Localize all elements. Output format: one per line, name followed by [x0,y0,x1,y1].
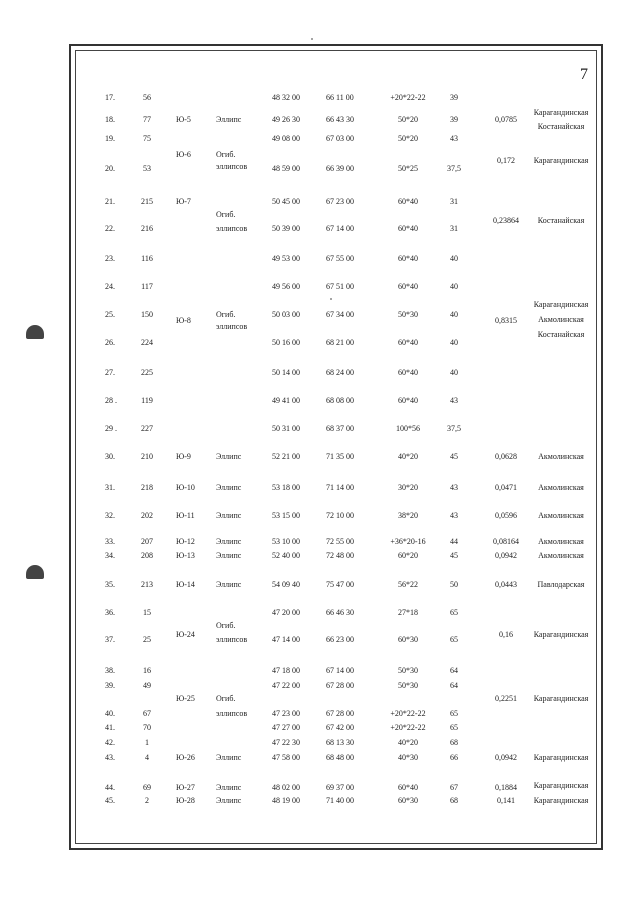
longitude: 71 35 00 [326,452,354,461]
latitude: 47 20 00 [272,608,300,617]
row-number: 24. [105,282,115,291]
latitude: 48 02 00 [272,783,300,792]
latitude: 53 15 00 [272,511,300,520]
group-code: Ю-6 [176,150,191,159]
dimensions: 40*30 [398,753,418,762]
latitude: 52 21 00 [272,452,300,461]
group-code: Ю-8 [176,316,191,325]
longitude: 72 48 00 [326,551,354,560]
geometry-type: Огиб. [216,310,236,319]
latitude: 49 08 00 [272,134,300,143]
region-name: Акмолинская [538,551,584,560]
dimensions: 60*40 [398,224,418,233]
deposit-id: 202 [141,511,153,520]
group-code: Ю-28 [176,796,195,805]
geometry-type: Эллипс [216,580,242,589]
geometry-type: Огиб. [216,694,236,703]
region-name: Карагандинская [533,630,589,639]
deposit-id: 117 [141,282,153,291]
dimensions: 50*25 [398,164,418,173]
area-value: 0,23864 [493,216,519,225]
row-number: 43. [105,753,115,762]
scan-speck [330,298,332,300]
deposit-id: 216 [141,224,153,233]
dimensions: 60*20 [398,551,418,560]
deposit-id: 1 [145,738,149,747]
dimensions: 40*20 [398,738,418,747]
row-number: 20. [105,164,115,173]
area-value: 0,0942 [495,551,517,560]
deposit-id: 224 [141,338,153,347]
latitude: 50 45 00 [272,197,300,206]
geometry-type: эллипсов [216,322,248,331]
region-name: Акмолинская [538,315,584,324]
dimensions: 50*20 [398,134,418,143]
depth: 39 [450,115,458,124]
region-name: Костанайская [537,122,585,131]
group-code: Ю-25 [176,694,195,703]
dimensions: 56*22 [398,580,418,589]
deposit-id: 25 [143,635,151,644]
region-name: Карагандинская [533,753,589,762]
row-number: 30. [105,452,115,461]
dimensions: 50*30 [398,681,418,690]
area-value: 0,0942 [495,753,517,762]
area-value: 0,141 [497,796,515,805]
deposit-id: 119 [141,396,153,405]
geometry-type: Эллипс [216,483,242,492]
geometry-type: Эллипс [216,796,242,805]
group-code: Ю-9 [176,452,191,461]
geometry-type: Огиб. [216,150,236,159]
latitude: 54 09 40 [272,580,300,589]
region-name: Карагандинская [533,300,589,309]
latitude: 50 31 00 [272,424,300,433]
deposit-id: 16 [143,666,151,675]
depth: 66 [450,753,458,762]
dimensions: 50*20 [398,115,418,124]
row-number: 32. [105,511,115,520]
longitude: 67 23 00 [326,197,354,206]
dimensions: 60*40 [398,282,418,291]
depth: 45 [450,551,458,560]
row-number: 23. [105,254,115,263]
punch-hole-top [26,325,44,339]
latitude: 47 22 30 [272,738,300,747]
depth: 45 [450,452,458,461]
dimensions: 60*30 [398,796,418,805]
depth: 40 [450,338,458,347]
region-name: Костанайская [537,330,585,339]
longitude: 66 46 30 [326,608,354,617]
depth: 50 [450,580,458,589]
row-number: 18. [105,115,115,124]
longitude: 66 11 00 [326,93,354,102]
area-value: 0,0596 [495,511,517,520]
depth: 65 [450,709,458,718]
dimensions: 60*40 [398,197,418,206]
region-name: Акмолинская [538,537,584,546]
region-name: Павлодарская [537,580,585,589]
area-value: 0,8315 [495,316,517,325]
depth: 40 [450,282,458,291]
geometry-type: Эллипс [216,753,242,762]
latitude: 47 22 00 [272,681,300,690]
longitude: 71 40 00 [326,796,354,805]
longitude: 68 08 00 [326,396,354,405]
geometry-type: эллипсов [216,162,248,171]
depth: 43 [450,396,458,405]
longitude: 66 43 30 [326,115,354,124]
deposit-id: 4 [145,753,149,762]
depth: 43 [450,511,458,520]
depth: 40 [450,368,458,377]
longitude: 67 03 00 [326,134,354,143]
deposit-id: 150 [141,310,153,319]
geometry-type: эллипсов [216,224,248,233]
area-value: 0,0785 [495,115,517,124]
dimensions: 60*30 [398,635,418,644]
latitude: 47 23 00 [272,709,300,718]
longitude: 71 14 00 [326,483,354,492]
longitude: 68 13 30 [326,738,354,747]
row-number: 33. [105,537,115,546]
dimensions: 100*56 [396,424,420,433]
geometry-type: Эллипс [216,115,242,124]
row-number: 34. [105,551,115,560]
deposit-id: 67 [143,709,151,718]
deposit-id: 225 [141,368,153,377]
depth: 44 [450,537,458,546]
group-code: Ю-10 [176,483,195,492]
deposit-id: 53 [143,164,151,173]
region-name: Карагандинская [533,694,589,703]
row-number: 21. [105,197,115,206]
group-code: Ю-27 [176,783,195,792]
latitude: 47 27 00 [272,723,300,732]
row-number: 26. [105,338,115,347]
depth: 39 [450,93,458,102]
region-name: Карагандинская [533,108,589,117]
scan-speck [311,38,313,40]
latitude: 48 32 00 [272,93,300,102]
group-code: Ю-7 [176,197,191,206]
deposit-id: 70 [143,723,151,732]
longitude: 68 37 00 [326,424,354,433]
row-number: 17. [105,93,115,102]
row-number: 40. [105,709,115,718]
geometry-type: Эллипс [216,511,242,520]
deposit-id: 77 [143,115,151,124]
punch-hole-bottom [26,565,44,579]
longitude: 66 39 00 [326,164,354,173]
area-value: 0,0628 [495,452,517,461]
row-number: 22. [105,224,115,233]
group-code: Ю-26 [176,753,195,762]
group-code: Ю-14 [176,580,195,589]
longitude: 72 10 00 [326,511,354,520]
geometry-type: Эллипс [216,551,242,560]
deposit-id: 2 [145,796,149,805]
geometry-type: Эллипс [216,783,242,792]
depth: 65 [450,608,458,617]
deposit-id: 208 [141,551,153,560]
group-code: Ю-11 [176,511,195,520]
depth: 67 [450,783,458,792]
deposit-id: 207 [141,537,153,546]
depth: 37,5 [447,164,461,173]
latitude: 48 59 00 [272,164,300,173]
geometry-type: Огиб. [216,621,236,630]
depth: 65 [450,635,458,644]
dimensions: 60*40 [398,338,418,347]
row-number: 35. [105,580,115,589]
deposit-id: 15 [143,608,151,617]
depth: 37,5 [447,424,461,433]
longitude: 72 55 00 [326,537,354,546]
deposit-id: 75 [143,134,151,143]
group-code: Ю-13 [176,551,195,560]
group-code: Ю-24 [176,630,195,639]
dimensions: 40*20 [398,452,418,461]
longitude: 67 55 00 [326,254,354,263]
row-number: 41. [105,723,115,732]
row-number: 29 . [105,424,117,433]
latitude: 50 16 00 [272,338,300,347]
area-value: 0,2251 [495,694,517,703]
dimensions: 38*20 [398,511,418,520]
region-name: Карагандинская [533,796,589,805]
area-value: 0,08164 [493,537,519,546]
row-number: 36. [105,608,115,617]
longitude: 68 21 00 [326,338,354,347]
geometry-type: Эллипс [216,537,242,546]
depth: 64 [450,666,458,675]
longitude: 69 37 00 [326,783,354,792]
row-number: 28 . [105,396,117,405]
depth: 43 [450,483,458,492]
dimensions: +20*22-22 [390,93,426,102]
dimensions: 50*30 [398,310,418,319]
longitude: 67 42 00 [326,723,354,732]
deposit-id: 49 [143,681,151,690]
geometry-type: Огиб. [216,210,236,219]
dimensions: 60*40 [398,368,418,377]
row-number: 31. [105,483,115,492]
depth: 40 [450,254,458,263]
latitude: 50 03 00 [272,310,300,319]
region-name: Карагандинская [533,781,589,790]
depth: 31 [450,197,458,206]
latitude: 50 39 00 [272,224,300,233]
dimensions: 60*40 [398,396,418,405]
dimensions: 27*18 [398,608,418,617]
depth: 64 [450,681,458,690]
page-number: 7 [580,66,588,83]
depth: 68 [450,738,458,747]
dimensions: 50*30 [398,666,418,675]
group-code: Ю-12 [176,537,195,546]
area-value: 0,1884 [495,783,517,792]
longitude: 67 28 00 [326,709,354,718]
latitude: 48 19 00 [272,796,300,805]
latitude: 49 53 00 [272,254,300,263]
dimensions: +36*20-16 [390,537,426,546]
group-code: Ю-5 [176,115,191,124]
row-number: 37. [105,635,115,644]
dimensions: 60*40 [398,783,418,792]
deposit-id: 213 [141,580,153,589]
latitude: 47 18 00 [272,666,300,675]
row-number: 44. [105,783,115,792]
dimensions: +20*22-22 [390,709,426,718]
latitude: 47 58 00 [272,753,300,762]
longitude: 75 47 00 [326,580,354,589]
longitude: 67 14 00 [326,666,354,675]
row-number: 45. [105,796,115,805]
geometry-type: эллипсов [216,709,248,718]
latitude: 49 56 00 [272,282,300,291]
depth: 65 [450,723,458,732]
depth: 31 [450,224,458,233]
dimensions: 30*20 [398,483,418,492]
deposit-id: 227 [141,424,153,433]
area-value: 0,16 [499,630,513,639]
row-number: 19. [105,134,115,143]
area-value: 0,172 [497,156,515,165]
depth: 43 [450,134,458,143]
geometry-type: Эллипс [216,452,242,461]
region-name: Акмолинская [538,483,584,492]
region-name: Акмолинская [538,452,584,461]
region-name: Костанайская [537,216,585,225]
longitude: 67 34 00 [326,310,354,319]
region-name: Акмолинская [538,511,584,520]
row-number: 39. [105,681,115,690]
deposit-id: 56 [143,93,151,102]
row-number: 38. [105,666,115,675]
longitude: 68 24 00 [326,368,354,377]
dimensions: +20*22-22 [390,723,426,732]
deposit-id: 210 [141,452,153,461]
longitude: 67 51 00 [326,282,354,291]
latitude: 47 14 00 [272,635,300,644]
area-value: 0,0443 [495,580,517,589]
latitude: 49 41 00 [272,396,300,405]
latitude: 53 18 00 [272,483,300,492]
deposit-id: 215 [141,197,153,206]
latitude: 53 10 00 [272,537,300,546]
latitude: 49 26 30 [272,115,300,124]
longitude: 67 14 00 [326,224,354,233]
geometry-type: эллипсов [216,635,248,644]
deposit-id: 116 [141,254,153,263]
row-number: 42. [105,738,115,747]
row-number: 25. [105,310,115,319]
longitude: 66 23 00 [326,635,354,644]
region-name: Карагандинская [533,156,589,165]
longitude: 68 48 00 [326,753,354,762]
depth: 40 [450,310,458,319]
deposit-id: 69 [143,783,151,792]
longitude: 67 28 00 [326,681,354,690]
dimensions: 60*40 [398,254,418,263]
latitude: 50 14 00 [272,368,300,377]
area-value: 0,0471 [495,483,517,492]
depth: 68 [450,796,458,805]
row-number: 27. [105,368,115,377]
deposit-id: 218 [141,483,153,492]
latitude: 52 40 00 [272,551,300,560]
